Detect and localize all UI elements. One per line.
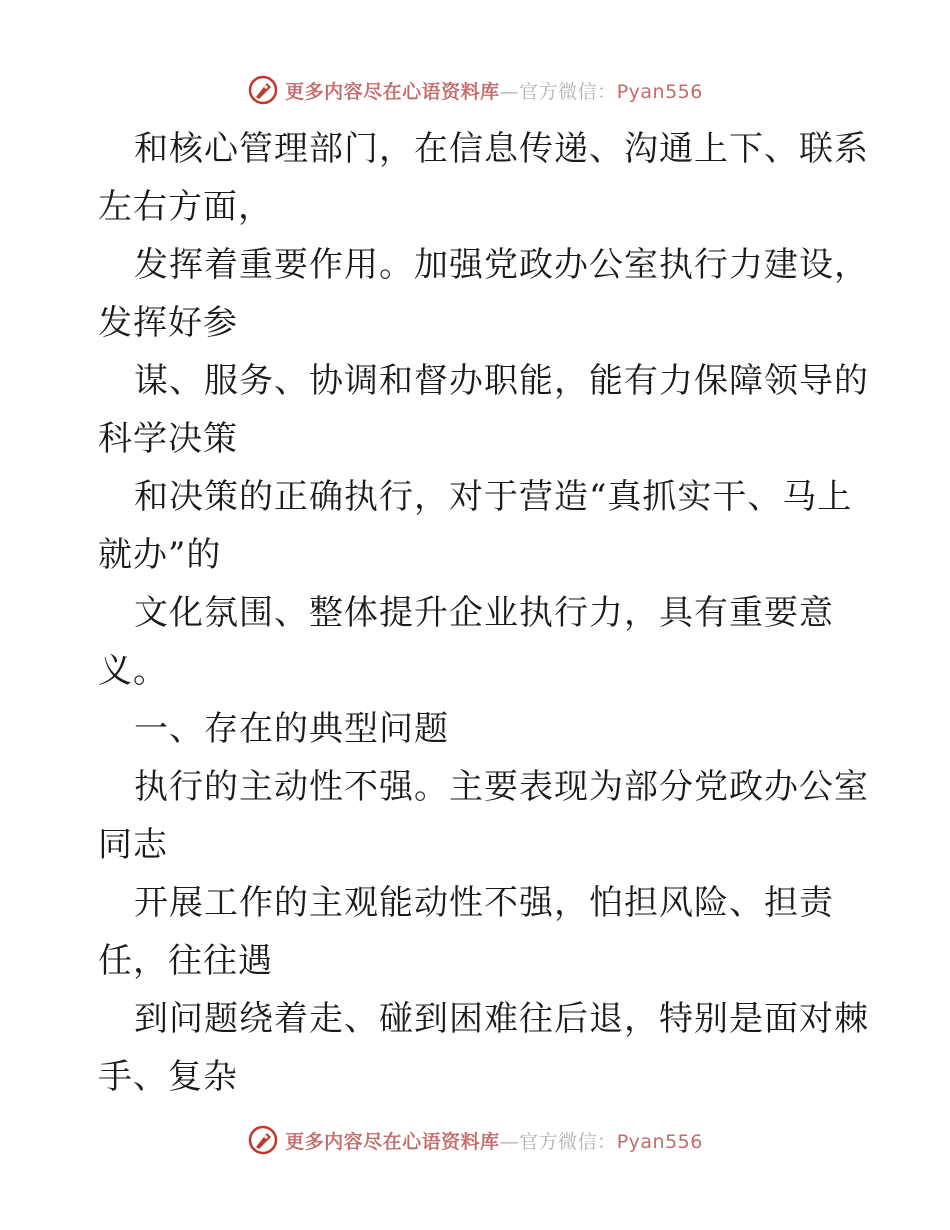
text-line: 开展工作的主观能动性不强，怕担风险、担责: [134, 883, 834, 923]
watermark-label: 官方微信：: [519, 80, 617, 103]
document-body: [98, 120, 869, 1106]
watermark-label: 官方微信：: [519, 1130, 617, 1153]
watermark-dash: —: [499, 80, 520, 103]
text-line: 发挥着重要作用。加强党政办公室执行力建设，: [134, 245, 869, 285]
text-line: 同志: [98, 825, 168, 865]
text-line: 和核心管理部门，在信息传递、沟通上下、联系: [134, 129, 869, 169]
text-line: 到问题绕着走、碰到困难往后退，特别是面对棘: [134, 999, 869, 1039]
watermark-wechat-id: Pyan556: [616, 80, 703, 103]
header-watermark: [0, 70, 950, 110]
watermark-text: [285, 1127, 703, 1154]
text-line: 义。: [98, 651, 168, 691]
text-line: 左右方面，: [98, 187, 273, 227]
text-line: 就办”的: [98, 535, 222, 575]
text-line: 和决策的正确执行，对于营造“真抓实干、马上: [134, 477, 853, 517]
text-line: 文化氛围、整体提升企业执行力，具有重要意: [134, 593, 834, 633]
text-line: 手、复杂: [98, 1057, 238, 1097]
watermark-main: 更多内容尽在心语资料库: [285, 80, 500, 103]
watermark-text: [285, 77, 703, 104]
footer-watermark: [0, 1120, 950, 1160]
section-heading: 一、存在的典型问题: [134, 709, 449, 749]
text-line: 任，往往遇: [98, 941, 273, 981]
watermark-main: 更多内容尽在心语资料库: [285, 1130, 500, 1153]
text-line: 执行的主动性不强。主要表现为部分党政办公室: [134, 767, 869, 807]
pen-nib-circle-icon: [247, 1124, 279, 1156]
watermark-wechat-id: Pyan556: [616, 1130, 703, 1153]
pen-nib-circle-icon: [247, 74, 279, 106]
text-line: 发挥好参: [98, 303, 238, 343]
text-line: 谋、服务、协调和督办职能，能有力保障领导的: [134, 361, 869, 401]
watermark-dash: —: [499, 1130, 520, 1153]
text-line: 科学决策: [98, 419, 238, 459]
